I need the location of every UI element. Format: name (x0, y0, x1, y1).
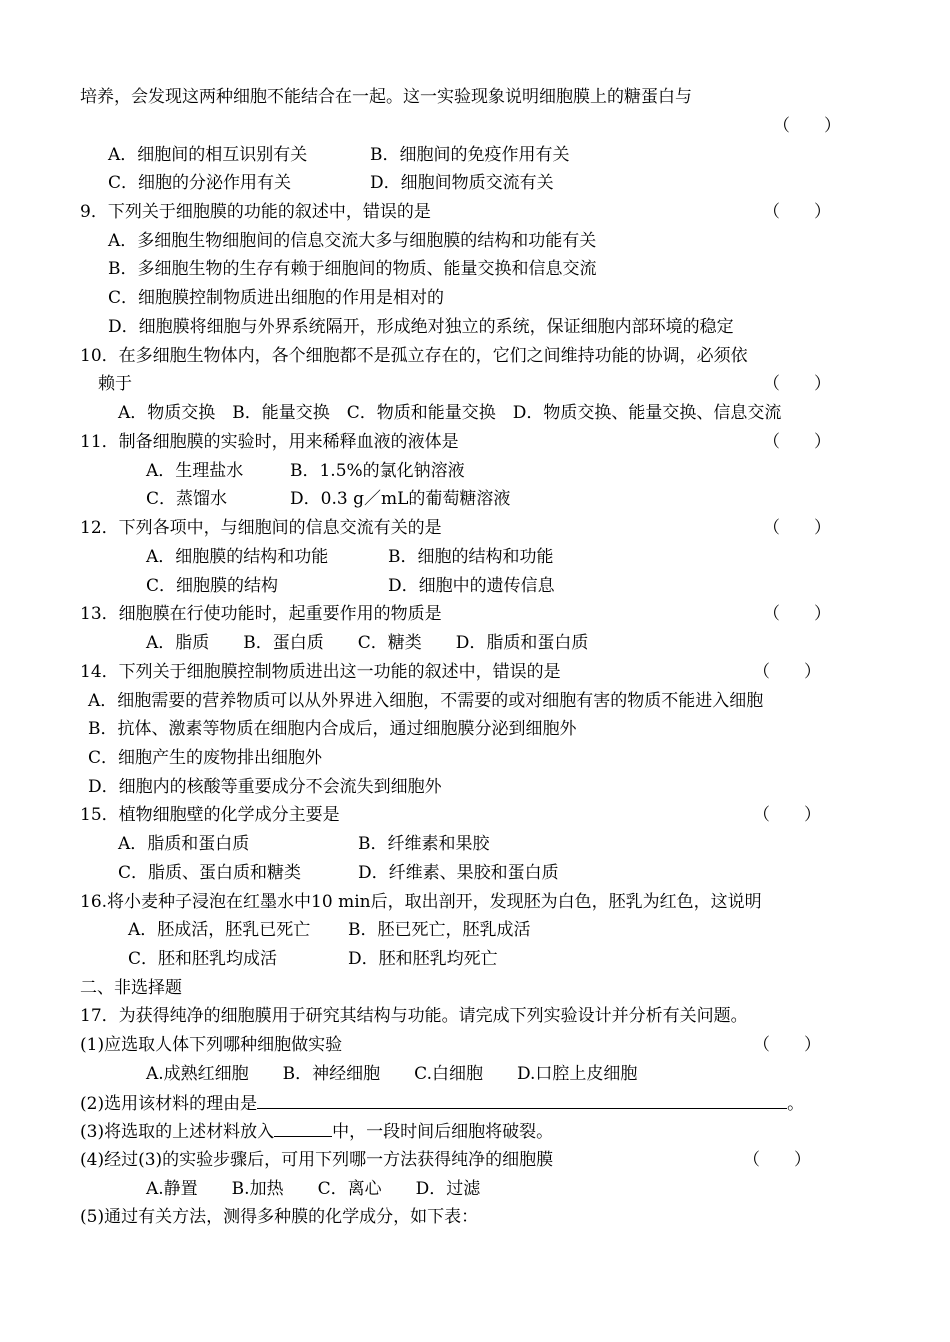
option-a[interactable]: A．生理盐水 (146, 461, 244, 481)
question-text: 13．细胞膜在行使功能时，起重要作用的物质是 (80, 604, 442, 624)
option-d[interactable]: D．细胞间物质交流有关 (370, 173, 554, 193)
option-c[interactable]: C．细胞膜的结构 (146, 576, 279, 596)
option-d[interactable]: D．细胞中的遗传信息 (388, 576, 555, 596)
answer-paren[interactable]: （ ） (763, 432, 831, 452)
question-text (80, 1120, 553, 1143)
option-b[interactable]: B．1.5%的氯化钠溶液 (290, 461, 465, 481)
prompt-text-end: 中，一段时间后细胞将破裂。 (332, 1122, 554, 1142)
answer-paren[interactable]: （ ） (753, 1035, 821, 1055)
option-a[interactable]: A．多细胞生物细胞间的信息交流大多与细胞膜的结构和功能有关 (108, 231, 597, 251)
option-d[interactable]: D．细胞内的核酸等重要成分不会流失到细胞外 (88, 777, 442, 797)
prompt-text: (3)将选取的上述材料放入 (80, 1122, 275, 1142)
question-text: 赖于 (98, 374, 132, 394)
question-text: (4)经过(3)的实验步骤后，可用下列哪一方法获得纯净的细胞膜 (80, 1150, 554, 1170)
option-c[interactable]: C．细胞的分泌作用有关 (108, 173, 292, 193)
prompt-text: (2)选用该材料的理由是 (80, 1094, 258, 1114)
option-b[interactable]: B．胚已死亡，胚乳成活 (348, 920, 531, 940)
text: 培养，会发现这两种细胞不能结合在一起。这一实验现象说明细胞膜上的糖蛋白与 (80, 87, 692, 107)
option-a[interactable]: A．细胞需要的营养物质可以从外界进入细胞，不需要的或对细胞有害的物质不能进入细胞 (88, 691, 764, 711)
options[interactable]: A.静置 B.加热 C．离心 D．过滤 (146, 1179, 481, 1199)
section-title: 二、非选择题 (80, 978, 182, 998)
option-b[interactable]: B．细胞间的免疫作用有关 (370, 145, 570, 165)
question-text: 10．在多细胞生物体内，各个细胞都不是孤立存在的，它们之间维持功能的协调，必须依 (80, 346, 748, 366)
answer-paren[interactable]: （ ） (763, 518, 831, 538)
question-text: 11．制备细胞膜的实验时，用来稀释血液的液体是 (80, 432, 459, 452)
option-d[interactable]: D．0.3 g／mL的葡萄糖溶液 (290, 489, 511, 509)
question-text: 17．为获得纯净的细胞膜用于研究其结构与功能。请完成下列实验设计并分析有关问题。 (80, 1006, 748, 1026)
option-c[interactable]: C．细胞产生的废物排出细胞外 (88, 748, 323, 768)
option-c[interactable]: C．胚和胚乳均成活 (128, 949, 278, 969)
option-d[interactable]: D．纤维素、果胶和蛋白质 (358, 863, 559, 883)
option-a[interactable]: A．细胞膜的结构和功能 (146, 547, 329, 567)
option-d[interactable]: D．细胞膜将细胞与外界系统隔开，形成绝对独立的系统，保证细胞内部环境的稳定 (108, 317, 734, 337)
option-d[interactable]: D．胚和胚乳均死亡 (348, 949, 498, 969)
options[interactable]: A．物质交换 B．能量交换 C．物质和能量交换 D．物质交换、能量交换、信息交流 (118, 403, 782, 423)
option-b[interactable]: B．纤维素和果胶 (358, 834, 490, 854)
option-a[interactable]: A．胚成活，胚乳已死亡 (128, 920, 311, 940)
answer-paren[interactable]: （ ） (773, 116, 841, 136)
answer-paren[interactable]: （ ） (763, 374, 831, 394)
answer-blank[interactable] (257, 1092, 787, 1109)
option-b[interactable]: B．抗体、激素等物质在细胞内合成后，通过细胞膜分泌到细胞外 (88, 719, 577, 739)
question-text: (5)通过有关方法，测得多种膜的化学成分，如下表： (80, 1207, 479, 1227)
answer-paren[interactable]: （ ） (753, 805, 821, 825)
question-text: 15．植物细胞壁的化学成分主要是 (80, 805, 340, 825)
answer-blank[interactable] (274, 1120, 332, 1137)
question-text (80, 1092, 804, 1115)
answer-paren[interactable]: （ ） (743, 1150, 811, 1170)
option-b[interactable]: B．细胞的结构和功能 (388, 547, 554, 567)
period: 。 (787, 1094, 805, 1114)
option-b[interactable]: B．多细胞生物的生存有赖于细胞间的物质、能量交换和信息交流 (108, 259, 597, 279)
question-text: (1)应选取人体下列哪种细胞做实验 (80, 1035, 343, 1055)
question-text: 12．下列各项中，与细胞间的信息交流有关的是 (80, 518, 442, 538)
answer-paren[interactable]: （ ） (753, 662, 821, 682)
option-c[interactable]: C．蒸馏水 (146, 489, 228, 509)
question-text: 9．下列关于细胞膜的功能的叙述中，错误的是 (80, 202, 431, 222)
option-a[interactable]: A．细胞间的相互识别有关 (108, 145, 308, 165)
option-c[interactable]: C．细胞膜控制物质进出细胞的作用是相对的 (108, 288, 445, 308)
option-c[interactable]: C．脂质、蛋白质和糖类 (118, 863, 302, 883)
answer-paren[interactable]: （ ） (763, 202, 831, 222)
question-text: 16.将小麦种子浸泡在红墨水中10 min后，取出剖开，发现胚为白色，胚乳为红色，这说明 (80, 892, 762, 912)
option-a[interactable]: A．脂质和蛋白质 (118, 834, 250, 854)
question-text: 14．下列关于细胞膜控制物质进出这一功能的叙述中，错误的是 (80, 662, 561, 682)
options[interactable]: A．脂质 B．蛋白质 C．糖类 D．脂质和蛋白质 (146, 633, 589, 653)
options[interactable]: A.成熟红细胞 B．神经细胞 C.白细胞 D.口腔上皮细胞 (146, 1064, 638, 1084)
answer-paren[interactable]: （ ） (763, 604, 831, 624)
